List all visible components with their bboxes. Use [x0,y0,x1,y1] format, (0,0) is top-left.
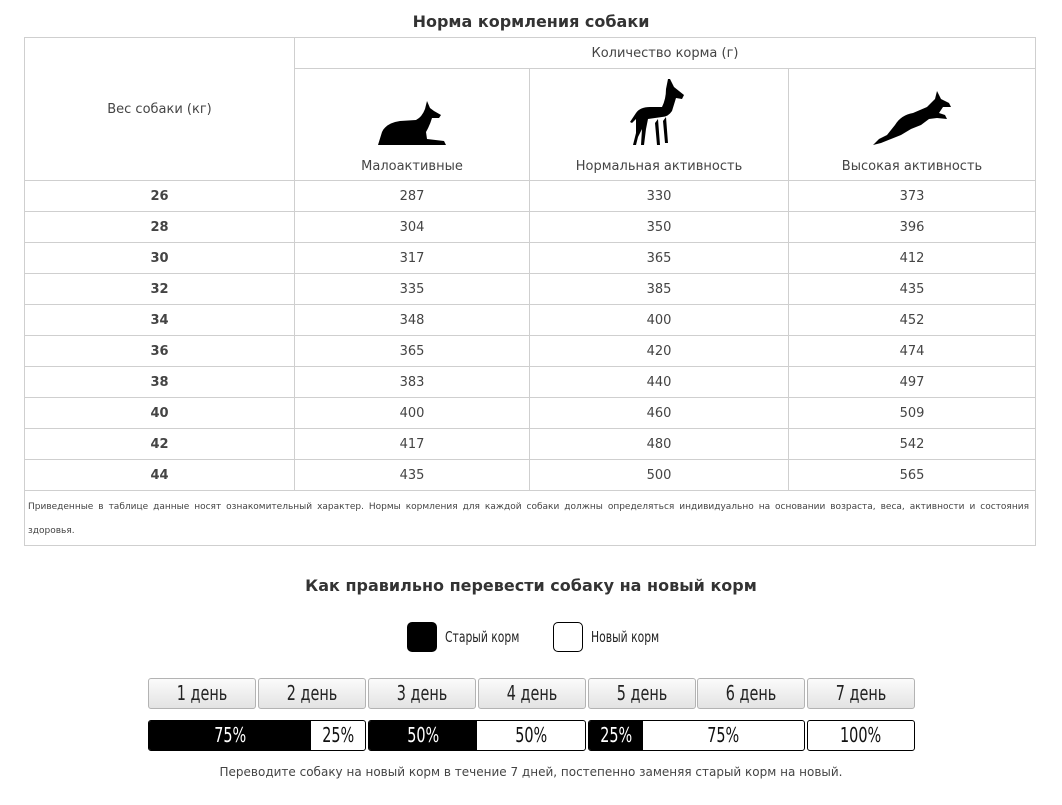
table-row [25,181,1036,212]
normal-activity-cell: 420 [530,336,789,367]
high-activity-cell: 373 [789,181,1036,212]
weight-cell: 34 [25,305,295,336]
table-row [25,429,1036,460]
old-food-percent [149,721,311,750]
activity-header-low [295,69,530,181]
new-food-percent-label: 50% [514,723,547,747]
normal-activity-cell: 460 [530,398,789,429]
weight-cell: 30 [25,243,295,274]
normal-activity-cell: 350 [530,212,789,243]
table-row [25,460,1036,491]
jumping-dog-icon [871,89,953,149]
weight-cell: 28 [25,212,295,243]
weight-cell: 32 [25,274,295,305]
new-food-percent [311,721,365,750]
low-activity-cell: 287 [295,181,530,212]
normal-activity-cell: 500 [530,460,789,491]
normal-activity-cell: 385 [530,274,789,305]
normal-activity-cell: 365 [530,243,789,274]
legend-new-label: Новый корм [591,628,660,646]
day-2-button[interactable] [258,678,366,709]
table-row [25,398,1036,429]
normal-activity-cell: 440 [530,367,789,398]
activity-label-low: Малоактивные [361,159,463,174]
low-activity-cell: 417 [295,429,530,460]
day-1-button[interactable] [148,678,256,709]
transition-title: Как правильно перевести собаку на новый корм [305,576,757,595]
new-food-percent [808,721,914,750]
activity-label-normal: Нормальная активность [575,159,743,174]
feeding-table [24,37,1036,546]
feeding-table-title: Норма кормления собаки [412,12,650,31]
high-activity-cell: 497 [789,367,1036,398]
table-row [25,274,1036,305]
high-activity-cell: 509 [789,398,1036,429]
mix-bar [368,720,586,751]
low-activity-cell: 304 [295,212,530,243]
day-4-button[interactable] [478,678,586,709]
high-activity-cell: 565 [789,460,1036,491]
day-5-button[interactable] [588,678,696,709]
new-food-percent-label: 75% [707,723,740,747]
mix-bar [148,720,366,751]
legend-new-food [553,622,686,652]
weight-column-header: Вес собаки (кг) [25,38,295,181]
day-label: 7 день [835,681,887,705]
feeding-table-note: Приведенные в таблице данные носят ознакомительный характер. Нормы кормления для каждой собаки должны определяться индивидуально на основании возраста, веса, активности и состояния здоровья. [25,491,1036,546]
day-label: 6 день [725,681,777,705]
new-food-percent-label: 100% [840,723,882,747]
mix-bar [807,720,915,751]
day-3-button[interactable] [368,678,476,709]
day-label: 1 день [176,681,228,705]
high-activity-cell: 474 [789,336,1036,367]
standing-dog-icon [624,77,694,149]
weight-cell: 40 [25,398,295,429]
high-activity-cell: 452 [789,305,1036,336]
old-food-swatch [407,622,437,652]
old-food-percent-label: 25% [599,723,632,747]
mix-bar [588,720,805,751]
new-food-percent-label: 25% [321,723,354,747]
table-row [25,367,1036,398]
day-label: 2 день [286,681,338,705]
old-food-percent [369,721,477,750]
normal-activity-cell: 400 [530,305,789,336]
low-activity-cell: 365 [295,336,530,367]
legend-old-food [407,622,548,652]
high-activity-cell: 435 [789,274,1036,305]
day-label: 3 день [396,681,448,705]
table-row [25,336,1036,367]
normal-activity-cell: 480 [530,429,789,460]
weight-cell: 42 [25,429,295,460]
activity-header-normal [530,69,789,181]
activity-header-high [789,69,1036,181]
new-food-swatch [553,622,583,652]
weight-cell: 36 [25,336,295,367]
old-food-percent-label: 75% [213,723,246,747]
table-row [25,212,1036,243]
high-activity-cell: 412 [789,243,1036,274]
table-row [25,243,1036,274]
low-activity-cell: 348 [295,305,530,336]
low-activity-cell: 383 [295,367,530,398]
low-activity-cell: 435 [295,460,530,491]
new-food-percent [643,721,804,750]
table-row [25,305,1036,336]
new-food-percent [477,721,585,750]
high-activity-cell: 396 [789,212,1036,243]
day-7-button[interactable] [807,678,915,709]
low-activity-cell: 400 [295,398,530,429]
day-label: 4 день [506,681,558,705]
normal-activity-cell: 330 [530,181,789,212]
day-6-button[interactable] [697,678,805,709]
lying-dog-icon [372,99,452,149]
legend-old-label: Старый корм [445,628,520,646]
low-activity-cell: 335 [295,274,530,305]
old-food-percent [589,721,643,750]
low-activity-cell: 317 [295,243,530,274]
weight-cell: 38 [25,367,295,398]
transition-note: Переводите собаку на новый корм в течение 7 дней, постепенно заменяя старый корм на новый. [219,765,843,779]
amount-column-header: Количество корма (г) [295,38,1036,69]
day-label: 5 день [616,681,668,705]
high-activity-cell: 542 [789,429,1036,460]
activity-label-high: Высокая активность [841,159,983,174]
old-food-percent-label: 50% [406,723,439,747]
weight-cell: 44 [25,460,295,491]
weight-cell: 26 [25,181,295,212]
